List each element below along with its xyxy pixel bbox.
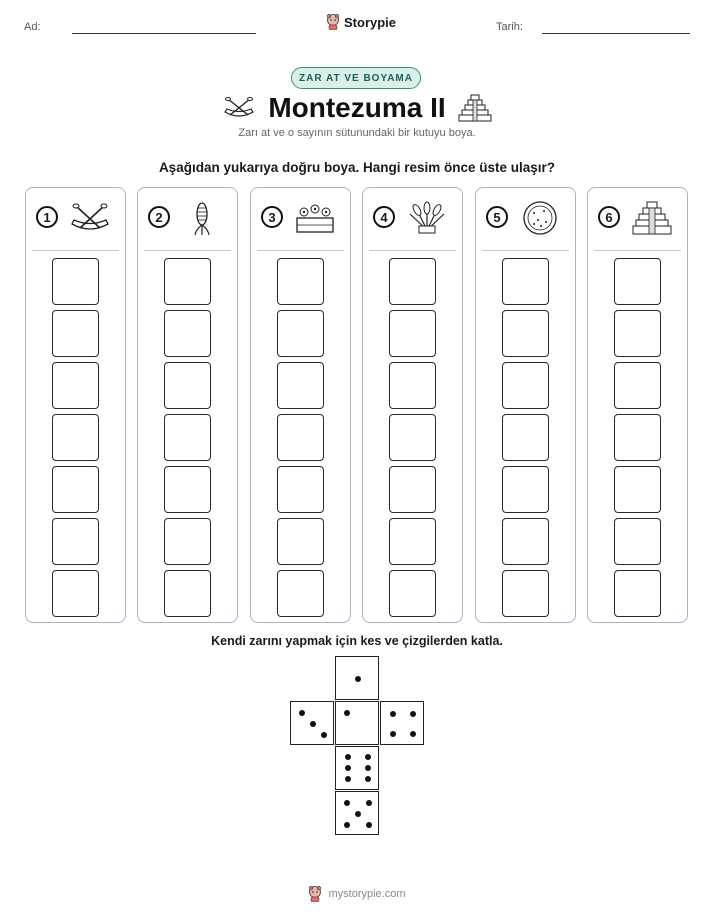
- color-box[interactable]: [389, 414, 436, 461]
- die-pip: [365, 754, 371, 760]
- color-box[interactable]: [164, 466, 211, 513]
- color-box[interactable]: [164, 518, 211, 565]
- activity-badge: ZAR AT VE BOYAMA: [291, 67, 421, 89]
- column-divider: [144, 250, 231, 251]
- die-pip: [355, 676, 361, 682]
- die-pip: [344, 800, 350, 806]
- color-box[interactable]: [502, 362, 549, 409]
- column-2: [137, 187, 238, 623]
- column-number: 1: [36, 206, 58, 228]
- column-5: [475, 187, 576, 623]
- color-box[interactable]: [502, 258, 549, 305]
- color-box[interactable]: [502, 518, 549, 565]
- column-header: [251, 188, 350, 250]
- brand-name: Storypie: [344, 14, 397, 30]
- column-4: [362, 187, 463, 623]
- die-pip: [366, 822, 372, 828]
- storypie-mascot-icon: [326, 14, 340, 30]
- column-number: 5: [486, 206, 508, 228]
- column-header: [588, 188, 687, 250]
- color-box[interactable]: [277, 414, 324, 461]
- color-box[interactable]: [164, 310, 211, 357]
- color-box[interactable]: [52, 570, 99, 617]
- color-box[interactable]: [614, 310, 661, 357]
- date-label: Tarih:: [496, 21, 523, 33]
- die-face-4: [380, 701, 424, 745]
- color-box[interactable]: [52, 258, 99, 305]
- column-3: [250, 187, 351, 623]
- color-box[interactable]: [164, 570, 211, 617]
- color-box[interactable]: [52, 518, 99, 565]
- column-divider: [482, 250, 569, 251]
- die-face-1: [335, 656, 379, 700]
- die-pip: [344, 710, 350, 716]
- storypie-mascot-icon: [308, 886, 322, 902]
- column-header: [363, 188, 462, 250]
- brand-logo: [326, 14, 396, 30]
- die-face-5: [335, 791, 379, 835]
- pyramid-temple-icon: [458, 93, 492, 123]
- color-box[interactable]: [502, 570, 549, 617]
- die-pip: [366, 800, 372, 806]
- footer-url[interactable]: mystorypie.com: [328, 888, 406, 900]
- column-divider: [594, 250, 681, 251]
- color-box[interactable]: [614, 466, 661, 513]
- die-pip: [310, 721, 316, 727]
- color-box[interactable]: [389, 466, 436, 513]
- column-header: [476, 188, 575, 250]
- footer: [0, 886, 714, 902]
- column-6: [587, 187, 688, 623]
- color-box[interactable]: [277, 570, 324, 617]
- color-box[interactable]: [614, 362, 661, 409]
- tortilla-icon: [520, 200, 560, 236]
- color-box[interactable]: [389, 518, 436, 565]
- color-box[interactable]: [164, 414, 211, 461]
- die-pip: [355, 811, 361, 817]
- color-box[interactable]: [277, 258, 324, 305]
- instruction: Aşağıdan yukarıya doğru boya. Hangi resim önce üste ulaşır?: [158, 160, 556, 175]
- color-box[interactable]: [389, 362, 436, 409]
- die-pip: [344, 822, 350, 828]
- color-box[interactable]: [164, 362, 211, 409]
- color-box[interactable]: [277, 518, 324, 565]
- color-box[interactable]: [277, 310, 324, 357]
- column-1: [25, 187, 126, 623]
- color-box[interactable]: [52, 466, 99, 513]
- die-face-6: [335, 746, 379, 790]
- die-pip: [299, 710, 305, 716]
- name-label: Ad:: [24, 21, 41, 33]
- die-instruction: Kendi zarını yapmak için kes ve çizgilerden katla.: [211, 634, 503, 648]
- color-box[interactable]: [52, 414, 99, 461]
- color-box[interactable]: [389, 310, 436, 357]
- page-title: [180, 91, 534, 125]
- column-number: 4: [373, 206, 395, 228]
- die-pip: [345, 776, 351, 782]
- color-box[interactable]: [277, 466, 324, 513]
- color-box[interactable]: [389, 258, 436, 305]
- color-box[interactable]: [614, 518, 661, 565]
- die-face-1: [335, 701, 379, 745]
- column-number: 2: [148, 206, 170, 228]
- column-divider: [257, 250, 344, 251]
- canoe-icon: [70, 200, 110, 236]
- feather-headdress-icon: [407, 200, 447, 236]
- die-pip: [390, 731, 396, 737]
- pyramid-temple-icon: [632, 200, 672, 236]
- die-pip: [345, 754, 351, 760]
- color-box[interactable]: [277, 362, 324, 409]
- title-text: Montezuma II: [268, 92, 446, 123]
- die-net: [290, 656, 426, 836]
- column-number: 6: [598, 206, 620, 228]
- die-pip: [410, 731, 416, 737]
- color-box[interactable]: [502, 414, 549, 461]
- die-pip: [345, 765, 351, 771]
- die-pip: [365, 765, 371, 771]
- flower-garden-icon: [295, 200, 335, 236]
- date-field[interactable]: [542, 33, 690, 34]
- color-box[interactable]: [164, 258, 211, 305]
- column-header: [26, 188, 125, 250]
- name-field[interactable]: [72, 33, 256, 34]
- color-box[interactable]: [614, 414, 661, 461]
- color-box[interactable]: [614, 258, 661, 305]
- color-box[interactable]: [52, 362, 99, 409]
- die-pip: [390, 711, 396, 717]
- subtitle: Zarı at ve o sayının sütunundaki bir kutuyu boya.: [238, 127, 476, 139]
- color-box[interactable]: [502, 466, 549, 513]
- column-divider: [369, 250, 456, 251]
- die-pip: [410, 711, 416, 717]
- color-box[interactable]: [502, 310, 549, 357]
- maize-icon: [182, 200, 222, 236]
- die-pip: [365, 776, 371, 782]
- color-box[interactable]: [389, 570, 436, 617]
- die-pip: [321, 732, 327, 738]
- die-face-3: [290, 701, 334, 745]
- column-divider: [32, 250, 119, 251]
- color-box[interactable]: [52, 310, 99, 357]
- canoe-icon: [222, 95, 256, 121]
- column-header: [138, 188, 237, 250]
- column-number: 3: [261, 206, 283, 228]
- color-box[interactable]: [614, 570, 661, 617]
